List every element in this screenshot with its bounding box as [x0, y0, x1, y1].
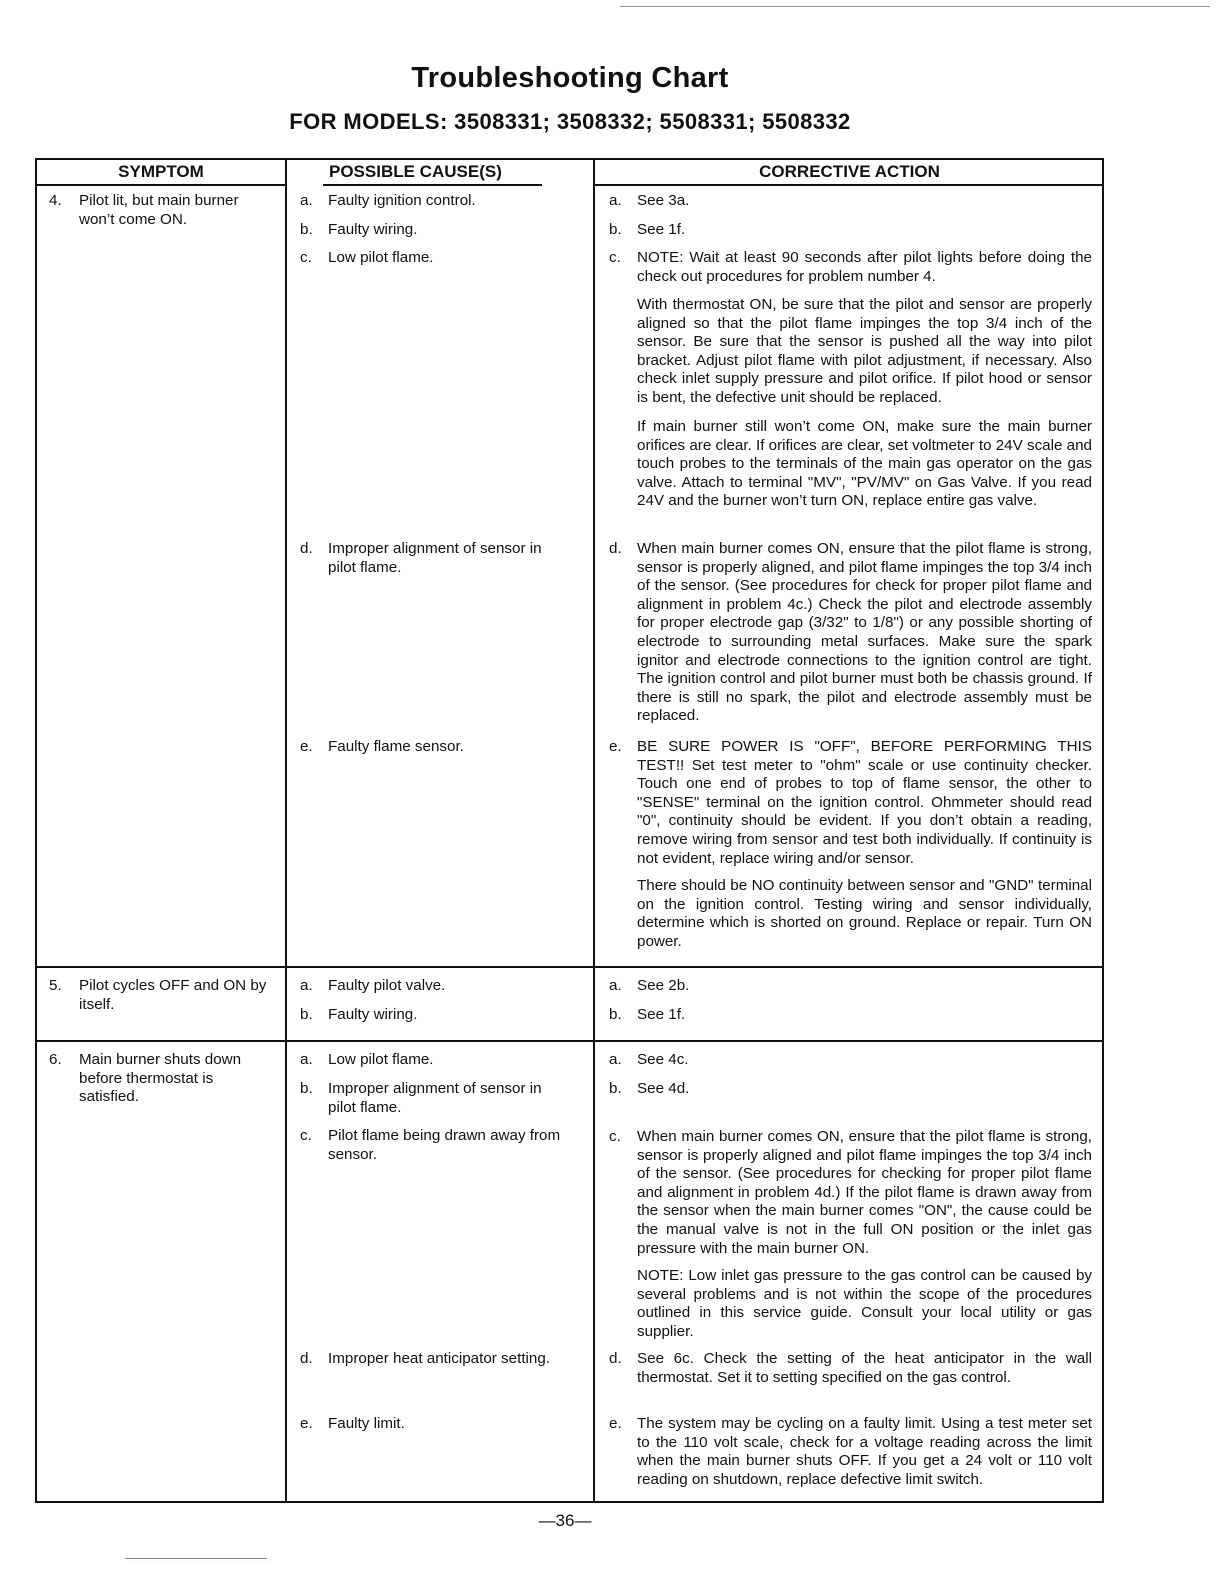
column-divider — [285, 160, 287, 1501]
symptom-header: SYMPTOM — [118, 162, 204, 181]
row-separator — [37, 1040, 1102, 1042]
bottom-rule — [125, 1558, 267, 1559]
table-header — [37, 160, 1102, 186]
top-rule — [620, 6, 1210, 7]
troubleshooting-table: SYMPTOM POSSIBLE CAUSE(S) CORRECTIVE ACTION 4. Pilot lit, but main burner won’t come ON. a. Faulty ignition control. b. Faulty wiring. c. Low pilot flame. d. Improper alignment of sensor in pilot flame. e. Faulty flame sensor. a. See 3a. b. See 1f. c. NOTE: Wait at least 90 seconds after pilot lights before doing the check out procedures for problem number 4. With thermostat ON, be sure that the pilot and sensor are properly aligned so that the pilot flame impinges the top 3/4 inch of the sensor. Be sure that the sensor is pushed all the way into pilot bracket. Adjust pilot flame with pilot adjustment, if necessary. Also check inlet supply pressure and pilot orifice. If pilot hood or sensor is bent, the defective unit should be replaced. If main burner still won’t come ON, make sure the main burner orifices are clear. If orifices are clear, set voltmeter to 24V scale and touch probes to the terminals of the main gas operator on the gas valve. Attach to terminal "MV", "PV/MV" on Gas Valve. If you read 24V and the burner won’t turn ON, replace entire gas valve. d. When main burner comes ON, ensure that the pilot flame is strong, sensor is properly aligned, and pilot flame impinges the top 3/4 inch of the sensor. (See procedures for check for proper pilot flame and alignment in problem 4c.) Check the pilot and electrode assembly for proper electrode gap (3/32" to 1/8") or any possible shorting of electrode to surrounding metal surfaces. Make sure the spark ignitor and electrode connections to the ignition control are tight. The ignition control and pilot burner must both be chassis ground. If there is still no spark, the pilot and electrode assembly must be replaced. e. BE SURE POWER IS "OFF", BEFORE PERFORMING THIS TEST!! Set test meter to "ohm" scale or use continuity checker. Touch one end of probes to top of flame sensor, the other to "SENSE" terminal on the ignition control. Ohmmeter should read "0", continuity should be evident. If you don’t obtain a reading, remove wiring from sensor and test both individually. If continuity is not evident, replace wiring and/or sensor. There should be NO continuity between sensor and "GND" terminal on the ignition control. Testing wiring and sensor individually, determine which is shorted on ground. Replace or repair. Turn ON power. 5. Pilot cycles OFF and ON by itself. a. Faulty pilot valve. b. Faulty wiring. a. See 2b. b. See 1f. 6. Main burner shuts down before thermostat is satisfied. a. Low pilot flame. b. Improper alignment of sensor in pilot flame. c. Pilot flame being drawn away from sensor. d. Improper heat anticipator setting. e. Faulty limit. a. See 4c. b. See 4d. c. When main burner comes ON, ensure that the pilot flame is strong, sensor is properly aligned and pilot flame impinges the top 3/4 inch of the sensor. (See procedures for checking for proper pilot flame and alignment in problem 4d.) If the pilot flame is drawn away from the sensor when the main burner comes "ON", the cause could be the manual valve is not in the full ON position or the inlet gas pressure with the main burner ON. NOTE: Low inlet gas pressure to the gas control can be caused by several problems and is not within the scope of the procedures outlined in this service guide. Consult your local utility or gas supplier. d. See 6c. Check the setting of the heat anticipator in the wall thermostat. Set it to setting specified on the gas control. e. The system may be cycling on a faulty limit. Using a test meter set to the 110 volt scale, check for a voltage reading across the limit when the main burner shuts OFF. If you get a 24 volt or 110 volt reading on shutdown, replace defective limit switch. — [35, 158, 1104, 1503]
header-rule — [323, 184, 542, 186]
page-title: Troubleshooting Chart — [411, 62, 729, 94]
models-subtitle: FOR MODELS: 3508331; 3508332; 5508331; 5508332 — [289, 109, 851, 134]
header-rule — [37, 184, 285, 186]
row-separator — [37, 966, 1102, 968]
action-header: CORRECTIVE ACTION — [759, 162, 940, 181]
cause-header: POSSIBLE CAUSE(S) — [329, 162, 502, 181]
page-number: —36— — [538, 1511, 592, 1530]
header-rule — [593, 184, 1102, 186]
column-divider — [593, 160, 595, 1501]
